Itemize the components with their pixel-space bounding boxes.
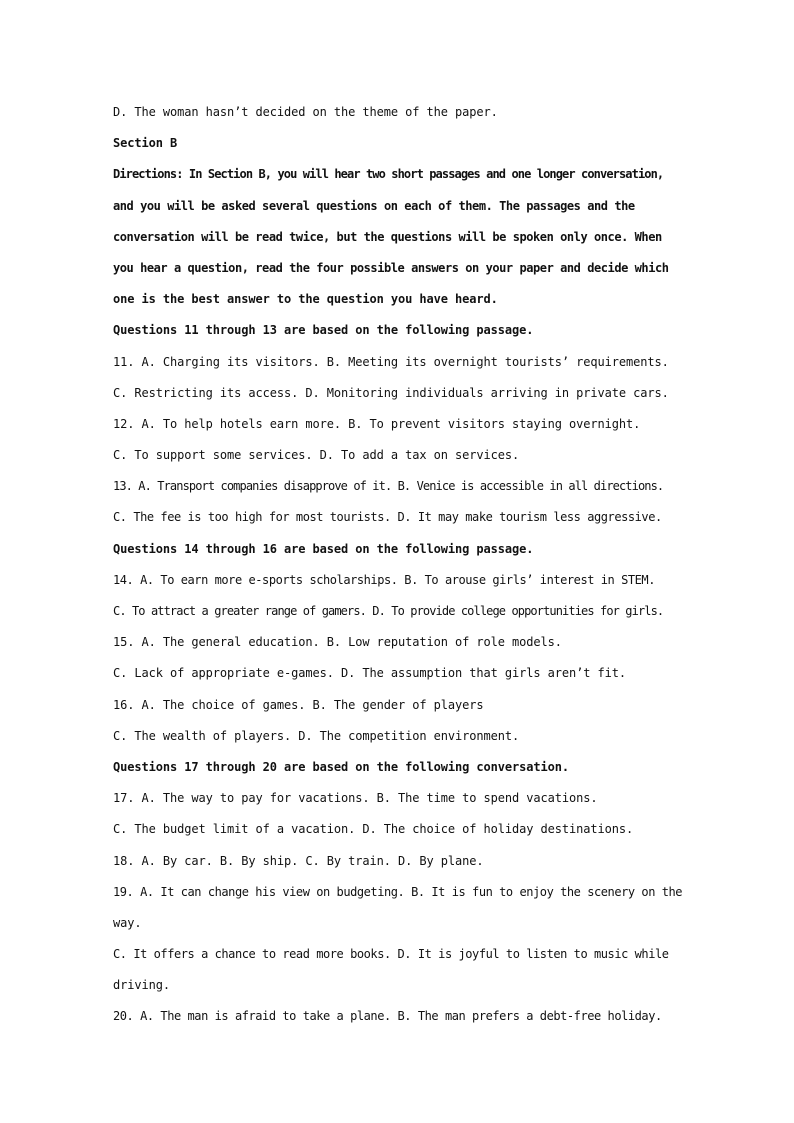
directions-line-1: Directions: In Section B, you will hear two short passages and one longer conversation, (113, 167, 664, 182)
directions-line-3: conversation will be read twice, but the questions will be spoken only once. When (113, 229, 662, 244)
question-11-options-a-b: 11. A. Charging its visitors. B. Meeting its overnight tourists’ requirements. (113, 354, 669, 369)
conversation-heading: Questions 17 through 20 are based on the following conversation. (113, 759, 569, 774)
question-20-options-a-b: 20. A. The man is afraid to take a plane. B. The man prefers a debt-free holiday. (113, 1009, 662, 1024)
question-19-options-a-b: 19. A. It can change his view on budgeting. B. It is fun to enjoy the scenery on the (113, 884, 683, 899)
section-heading: Section B (113, 136, 178, 151)
directions-line-2: and you will be asked several questions on each of them. The passages and the (113, 198, 635, 213)
question-19-options-c-d-continued: driving. (113, 978, 170, 993)
question-16-options-c-d: C. The wealth of players. D. The competition environment. (113, 728, 520, 743)
question-14-options-c-d: C. To attract a greater range of gamers. D. To provide college opportunities for girls. (113, 604, 664, 618)
question-11-options-c-d: C. Restricting its access. D. Monitoring individuals arriving in private cars. (113, 385, 669, 400)
option-line-10-d: D. The woman hasn’t decided on the theme of the paper. (113, 105, 498, 119)
document-page (113, 97, 683, 1033)
question-18-options: 18. A. By car. B. By ship. C. By train. D. By plane. (113, 853, 484, 868)
question-17-options-c-d: C. The budget limit of a vacation. D. The choice of holiday destinations. (113, 822, 634, 837)
directions-line-5: one is the best answer to the question you have heard. (113, 292, 498, 307)
question-13-options-c-d: C. The fee is too high for most tourists. D. It may make tourism less aggressive. (113, 510, 662, 525)
directions-line-4: you hear a question, read the four possible answers on your paper and decide which (113, 260, 669, 275)
question-16-options-a-b: 16. A. The choice of games. B. The gender of players (113, 697, 484, 712)
question-15-options-a-b: 15. A. The general education. B. Low reputation of role models. (113, 635, 562, 650)
question-17-options-a-b: 17. A. The way to pay for vacations. B. The time to spend vacations. (113, 791, 598, 806)
question-19-options-c-d: C. It offers a chance to read more books. D. It is joyful to listen to music while (113, 947, 669, 962)
question-13-options-a-b: 13. A. Transport companies disapprove of it. B. Venice is accessible in all directions. (113, 479, 664, 494)
passage-heading-2: Questions 14 through 16 are based on the following passage. (113, 541, 534, 556)
question-19-options-a-b-continued: way. (113, 915, 142, 930)
question-15-options-c-d: C. Lack of appropriate e-games. D. The assumption that girls aren’t fit. (113, 666, 626, 681)
question-12-options-a-b: 12. A. To help hotels earn more. B. To prevent visitors staying overnight. (113, 416, 641, 431)
question-14-options-a-b: 14. A. To earn more e-sports scholarships. B. To arouse girls’ interest in STEM. (113, 572, 655, 587)
question-12-options-c-d: C. To support some services. D. To add a tax on services. (113, 448, 520, 463)
passage-heading-1: Questions 11 through 13 are based on the following passage. (113, 323, 534, 338)
